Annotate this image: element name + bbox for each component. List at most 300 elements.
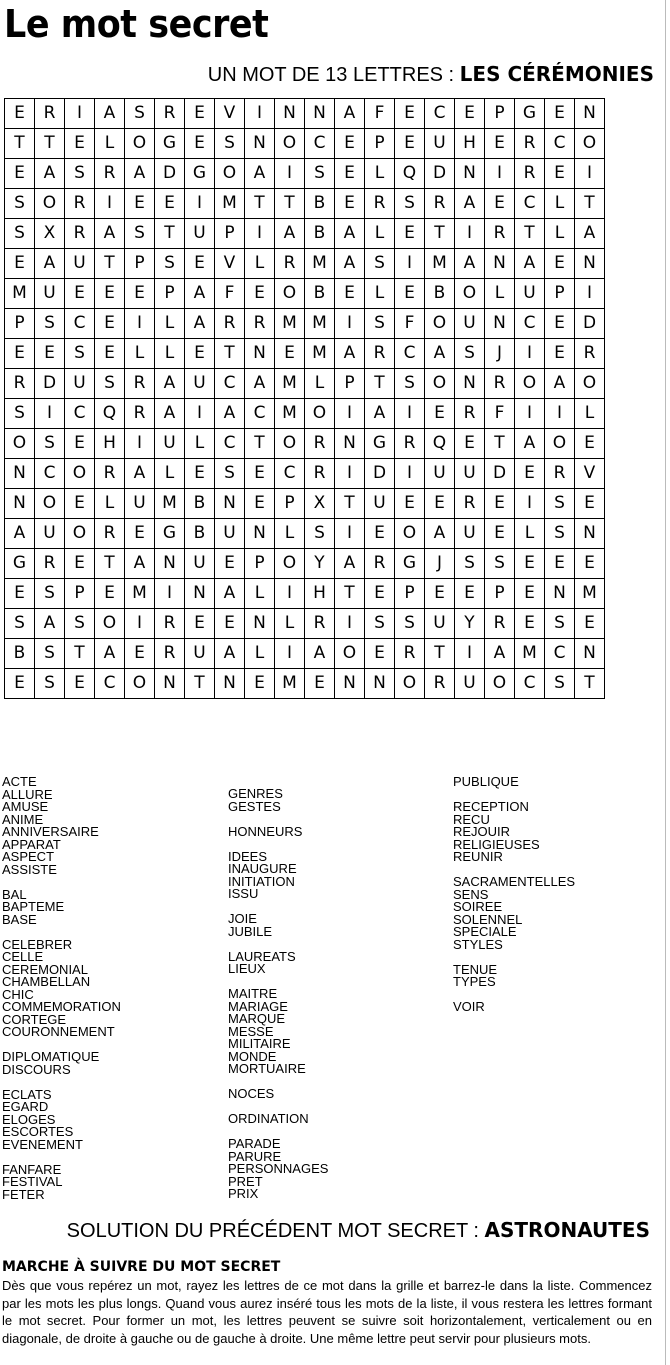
grid-cell[interactable]: G [515, 99, 545, 129]
grid-cell[interactable]: R [125, 369, 155, 399]
grid-cell[interactable]: E [95, 309, 125, 339]
grid-cell[interactable]: E [245, 279, 275, 309]
grid-cell[interactable]: I [395, 399, 425, 429]
grid-cell[interactable]: S [215, 129, 245, 159]
grid-cell[interactable]: E [455, 99, 485, 129]
grid-cell[interactable]: E [65, 489, 95, 519]
grid-cell[interactable]: E [365, 519, 395, 549]
grid-cell[interactable]: U [515, 279, 545, 309]
grid-cell[interactable]: C [545, 129, 575, 159]
grid-cell[interactable]: O [305, 399, 335, 429]
word-list-item[interactable]: DISCOURS [2, 1061, 71, 1077]
grid-cell[interactable]: R [365, 549, 395, 579]
word-list-item[interactable]: ACTE [2, 774, 37, 789]
grid-cell[interactable]: E [65, 549, 95, 579]
grid-cell[interactable]: E [125, 279, 155, 309]
grid-cell[interactable]: C [515, 309, 545, 339]
grid-cell[interactable]: U [65, 369, 95, 399]
grid-cell[interactable]: I [155, 579, 185, 609]
word-list-item[interactable]: CHIC [2, 986, 34, 1002]
grid-cell[interactable]: E [95, 339, 125, 369]
word-list-item[interactable]: TYPES [453, 974, 496, 989]
grid-cell[interactable]: S [305, 159, 335, 189]
word-list-item[interactable]: CELEBRER [2, 936, 73, 952]
grid-cell[interactable]: E [185, 339, 215, 369]
grid-cell[interactable]: T [485, 429, 515, 459]
grid-cell[interactable]: I [335, 459, 365, 489]
grid-cell[interactable]: T [95, 249, 125, 279]
grid-cell[interactable]: A [245, 369, 275, 399]
grid-cell[interactable]: A [95, 639, 125, 669]
grid-cell[interactable]: A [35, 249, 65, 279]
grid-cell[interactable]: R [365, 189, 395, 219]
grid-cell[interactable]: R [95, 459, 125, 489]
word-list-item[interactable]: MESSE [228, 1023, 274, 1039]
grid-cell[interactable]: A [335, 99, 365, 129]
grid-cell[interactable]: S [455, 549, 485, 579]
grid-cell[interactable]: T [5, 129, 35, 159]
grid-cell[interactable]: I [245, 99, 275, 129]
grid-cell[interactable]: I [125, 429, 155, 459]
grid-cell[interactable]: N [245, 339, 275, 369]
word-list-item[interactable]: ECLATS [2, 1086, 52, 1102]
grid-cell[interactable]: N [305, 99, 335, 129]
word-list-item[interactable]: STYLES [453, 936, 503, 952]
grid-cell[interactable]: S [5, 399, 35, 429]
grid-cell[interactable]: S [545, 609, 575, 639]
word-list-item[interactable]: PRIX [228, 1186, 259, 1201]
grid-cell[interactable]: E [515, 459, 545, 489]
word-list-item[interactable]: ANIME [2, 811, 44, 827]
grid-cell[interactable]: B [305, 189, 335, 219]
grid-cell[interactable]: L [155, 339, 185, 369]
word-list-item[interactable]: JOIE [228, 911, 257, 926]
grid-cell[interactable]: C [65, 309, 95, 339]
grid-cell[interactable]: L [545, 219, 575, 249]
grid-cell[interactable]: S [485, 549, 515, 579]
grid-cell[interactable]: D [155, 159, 185, 189]
grid-cell[interactable]: A [125, 459, 155, 489]
grid-cell[interactable]: S [365, 249, 395, 279]
grid-cell[interactable]: S [395, 609, 425, 639]
grid-cell[interactable]: M [305, 309, 335, 339]
grid-cell[interactable]: S [545, 669, 575, 699]
grid-cell[interactable]: S [35, 579, 65, 609]
grid-cell[interactable]: P [215, 219, 245, 249]
grid-cell[interactable]: O [545, 429, 575, 459]
word-list-item[interactable]: ALLURE [2, 786, 53, 802]
grid-cell[interactable]: I [185, 189, 215, 219]
grid-cell[interactable]: O [35, 189, 65, 219]
grid-cell[interactable]: D [365, 459, 395, 489]
grid-cell[interactable]: L [515, 519, 545, 549]
grid-cell[interactable]: F [215, 279, 245, 309]
grid-cell[interactable]: R [485, 609, 515, 639]
word-list-item[interactable]: VOIR [453, 999, 485, 1014]
grid-cell[interactable]: I [395, 249, 425, 279]
grid-cell[interactable]: U [35, 519, 65, 549]
grid-cell[interactable]: S [65, 609, 95, 639]
grid-cell[interactable]: U [425, 609, 455, 639]
grid-cell[interactable]: D [485, 459, 515, 489]
grid-cell[interactable]: E [395, 219, 425, 249]
grid-cell[interactable]: S [35, 429, 65, 459]
grid-cell[interactable]: R [485, 369, 515, 399]
grid-cell[interactable]: J [485, 339, 515, 369]
grid-cell[interactable]: T [335, 579, 365, 609]
grid-cell[interactable]: U [35, 279, 65, 309]
grid-cell[interactable]: M [305, 249, 335, 279]
grid-cell[interactable]: O [5, 429, 35, 459]
grid-cell[interactable]: T [425, 639, 455, 669]
grid-cell[interactable]: N [185, 579, 215, 609]
grid-cell[interactable]: I [575, 159, 605, 189]
word-list-item[interactable]: CELLE [2, 949, 44, 964]
grid-cell[interactable]: R [485, 219, 515, 249]
grid-cell[interactable]: O [455, 279, 485, 309]
grid-cell[interactable]: E [5, 99, 35, 129]
grid-cell[interactable]: E [515, 609, 545, 639]
grid-cell[interactable]: I [65, 99, 95, 129]
grid-cell[interactable]: S [365, 309, 395, 339]
grid-cell[interactable]: I [515, 339, 545, 369]
grid-cell[interactable]: D [35, 369, 65, 399]
grid-cell[interactable]: R [35, 549, 65, 579]
grid-cell[interactable]: A [425, 339, 455, 369]
grid-cell[interactable]: L [275, 519, 305, 549]
grid-cell[interactable]: R [425, 189, 455, 219]
grid-cell[interactable]: N [575, 639, 605, 669]
grid-cell[interactable]: A [335, 249, 365, 279]
grid-cell[interactable]: P [395, 579, 425, 609]
grid-cell[interactable]: A [215, 639, 245, 669]
grid-cell[interactable]: G [155, 519, 185, 549]
grid-cell[interactable]: M [125, 579, 155, 609]
word-list-item[interactable]: PARURE [228, 1148, 282, 1164]
grid-cell[interactable]: I [245, 219, 275, 249]
grid-cell[interactable]: R [305, 609, 335, 639]
grid-cell[interactable]: O [275, 129, 305, 159]
grid-cell[interactable]: R [515, 159, 545, 189]
grid-cell[interactable]: T [425, 219, 455, 249]
grid-cell[interactable]: S [545, 519, 575, 549]
grid-cell[interactable]: E [185, 99, 215, 129]
grid-cell[interactable]: E [575, 609, 605, 639]
grid-cell[interactable]: T [365, 369, 395, 399]
grid-cell[interactable]: D [425, 159, 455, 189]
grid-cell[interactable]: E [425, 489, 455, 519]
grid-cell[interactable]: T [575, 669, 605, 699]
grid-cell[interactable]: E [365, 579, 395, 609]
grid-cell[interactable]: A [185, 309, 215, 339]
grid-cell[interactable]: E [5, 669, 35, 699]
grid-cell[interactable]: F [395, 309, 425, 339]
grid-cell[interactable]: T [155, 219, 185, 249]
grid-cell[interactable]: R [275, 249, 305, 279]
word-list-item[interactable]: HONNEURS [228, 823, 303, 839]
grid-cell[interactable]: S [395, 369, 425, 399]
grid-cell[interactable]: P [485, 579, 515, 609]
grid-cell[interactable]: E [185, 249, 215, 279]
word-list-item[interactable]: CEREMONIAL [2, 961, 88, 977]
grid-cell[interactable]: A [185, 279, 215, 309]
grid-cell[interactable]: C [395, 339, 425, 369]
word-list-item[interactable]: LIEUX [228, 961, 266, 976]
grid-cell[interactable]: B [425, 279, 455, 309]
grid-cell[interactable]: N [215, 489, 245, 519]
grid-cell[interactable]: L [155, 309, 185, 339]
grid-cell[interactable]: O [125, 669, 155, 699]
word-list-item[interactable]: COURONNEMENT [2, 1024, 115, 1039]
grid-cell[interactable]: E [125, 639, 155, 669]
grid-cell[interactable]: S [65, 159, 95, 189]
grid-cell[interactable]: N [155, 669, 185, 699]
grid-cell[interactable]: S [305, 519, 335, 549]
grid-cell[interactable]: A [425, 519, 455, 549]
grid-cell[interactable]: U [155, 429, 185, 459]
grid-cell[interactable]: O [575, 129, 605, 159]
word-list-item[interactable]: ESCORTES [2, 1124, 74, 1139]
grid-cell[interactable]: P [155, 279, 185, 309]
grid-cell[interactable]: A [335, 339, 365, 369]
grid-cell[interactable]: N [245, 129, 275, 159]
grid-cell[interactable]: A [455, 189, 485, 219]
grid-cell[interactable]: E [185, 129, 215, 159]
grid-cell[interactable]: E [65, 129, 95, 159]
grid-cell[interactable]: V [215, 249, 245, 279]
grid-cell[interactable]: X [35, 219, 65, 249]
grid-cell[interactable]: E [515, 579, 545, 609]
grid-cell[interactable]: R [455, 489, 485, 519]
grid-cell[interactable]: H [455, 129, 485, 159]
grid-cell[interactable]: R [575, 339, 605, 369]
grid-cell[interactable]: M [275, 309, 305, 339]
grid-cell[interactable]: C [545, 639, 575, 669]
grid-cell[interactable]: N [275, 99, 305, 129]
grid-cell[interactable]: O [95, 609, 125, 639]
grid-cell[interactable]: E [365, 639, 395, 669]
grid-cell[interactable]: I [455, 219, 485, 249]
grid-cell[interactable]: G [5, 549, 35, 579]
grid-cell[interactable]: L [95, 129, 125, 159]
grid-cell[interactable]: E [155, 189, 185, 219]
grid-cell[interactable]: A [95, 99, 125, 129]
grid-cell[interactable]: N [545, 579, 575, 609]
word-list-item[interactable]: CORTEGE [2, 1011, 67, 1027]
word-list-item[interactable]: MILITAIRE [228, 1036, 291, 1051]
grid-cell[interactable]: R [365, 339, 395, 369]
grid-cell[interactable]: O [125, 129, 155, 159]
word-list-item[interactable]: RELIGIEUSES [453, 836, 540, 852]
word-list-item[interactable]: CHAMBELLAN [2, 974, 91, 989]
grid-cell[interactable]: P [485, 99, 515, 129]
grid-cell[interactable]: A [455, 249, 485, 279]
grid-cell[interactable]: N [155, 549, 185, 579]
grid-cell[interactable]: U [65, 249, 95, 279]
word-list-item[interactable]: BASE [2, 911, 37, 927]
grid-cell[interactable]: E [395, 489, 425, 519]
grid-cell[interactable]: T [245, 429, 275, 459]
grid-cell[interactable]: U [185, 369, 215, 399]
word-list-item[interactable]: MAITRE [228, 986, 278, 1001]
grid-cell[interactable]: S [125, 99, 155, 129]
grid-cell[interactable]: A [575, 219, 605, 249]
grid-cell[interactable]: R [155, 99, 185, 129]
grid-cell[interactable]: L [125, 339, 155, 369]
grid-cell[interactable]: N [365, 669, 395, 699]
word-list-item[interactable]: ANNIVERSAIRE [2, 824, 99, 839]
grid-cell[interactable]: S [35, 639, 65, 669]
grid-cell[interactable]: O [335, 639, 365, 669]
grid-cell[interactable]: N [485, 249, 515, 279]
word-list-item[interactable]: RECU [453, 811, 490, 827]
grid-cell[interactable]: M [515, 639, 545, 669]
grid-cell[interactable]: B [185, 489, 215, 519]
grid-cell[interactable]: I [125, 609, 155, 639]
word-list-item[interactable]: GENRES [228, 786, 283, 801]
grid-cell[interactable]: R [395, 639, 425, 669]
grid-cell[interactable]: A [275, 219, 305, 249]
word-list-item[interactable]: PARADE [228, 1136, 281, 1151]
grid-cell[interactable]: E [215, 549, 245, 579]
grid-cell[interactable]: U [185, 219, 215, 249]
grid-cell[interactable]: E [65, 429, 95, 459]
word-list-item[interactable]: GESTES [228, 798, 281, 814]
grid-cell[interactable]: V [575, 459, 605, 489]
grid-cell[interactable]: E [545, 159, 575, 189]
grid-cell[interactable]: E [245, 669, 275, 699]
word-list-item[interactable]: LAUREATS [228, 948, 296, 964]
grid-cell[interactable]: E [245, 459, 275, 489]
grid-cell[interactable]: E [95, 579, 125, 609]
grid-cell[interactable]: R [455, 399, 485, 429]
grid-cell[interactable]: L [545, 189, 575, 219]
grid-cell[interactable]: B [305, 219, 335, 249]
grid-cell[interactable]: S [5, 609, 35, 639]
grid-cell[interactable]: U [425, 459, 455, 489]
grid-cell[interactable]: R [95, 519, 125, 549]
grid-cell[interactable]: E [545, 99, 575, 129]
grid-cell[interactable]: T [575, 189, 605, 219]
grid-cell[interactable]: M [275, 399, 305, 429]
grid-cell[interactable]: E [545, 249, 575, 279]
grid-cell[interactable]: S [215, 459, 245, 489]
grid-cell[interactable]: E [485, 519, 515, 549]
grid-cell[interactable]: O [425, 309, 455, 339]
grid-cell[interactable]: I [275, 159, 305, 189]
grid-cell[interactable]: I [545, 399, 575, 429]
grid-cell[interactable]: S [65, 339, 95, 369]
word-list-item[interactable]: APPARAT [2, 836, 61, 852]
grid-cell[interactable]: L [95, 489, 125, 519]
grid-cell[interactable]: E [35, 339, 65, 369]
grid-cell[interactable]: S [155, 249, 185, 279]
grid-cell[interactable]: E [485, 189, 515, 219]
grid-cell[interactable]: A [335, 219, 365, 249]
grid-cell[interactable]: R [5, 369, 35, 399]
word-list-item[interactable]: PUBLIQUE [453, 774, 519, 789]
word-list-item[interactable]: DIPLOMATIQUE [2, 1049, 100, 1064]
grid-cell[interactable]: U [455, 669, 485, 699]
grid-cell[interactable]: S [455, 339, 485, 369]
grid-cell[interactable]: M [305, 339, 335, 369]
word-list-item[interactable]: SOIREE [453, 899, 503, 914]
grid-cell[interactable]: L [365, 279, 395, 309]
grid-cell[interactable]: E [5, 249, 35, 279]
word-list-item[interactable]: PERSONNAGES [228, 1161, 329, 1176]
word-list-item[interactable]: INITIATION [228, 873, 295, 889]
grid-cell[interactable]: E [275, 339, 305, 369]
grid-cell[interactable]: C [65, 399, 95, 429]
grid-cell[interactable]: A [35, 609, 65, 639]
grid-cell[interactable]: R [545, 459, 575, 489]
grid-cell[interactable]: U [365, 489, 395, 519]
grid-cell[interactable]: A [515, 249, 545, 279]
grid-cell[interactable]: U [455, 519, 485, 549]
grid-cell[interactable]: N [245, 519, 275, 549]
word-list-item[interactable]: SACRAMENTELLES [453, 874, 576, 889]
grid-cell[interactable]: R [155, 639, 185, 669]
grid-cell[interactable]: J [425, 549, 455, 579]
grid-cell[interactable]: S [95, 369, 125, 399]
grid-cell[interactable]: P [125, 249, 155, 279]
word-list-item[interactable]: REUNIR [453, 849, 503, 864]
grid-cell[interactable]: C [95, 669, 125, 699]
grid-cell[interactable]: C [245, 399, 275, 429]
grid-cell[interactable]: S [125, 219, 155, 249]
grid-cell[interactable]: D [575, 309, 605, 339]
grid-cell[interactable]: B [305, 279, 335, 309]
grid-cell[interactable]: M [575, 579, 605, 609]
grid-cell[interactable]: E [335, 189, 365, 219]
grid-cell[interactable]: R [395, 429, 425, 459]
grid-cell[interactable]: S [5, 189, 35, 219]
grid-cell[interactable]: A [155, 399, 185, 429]
grid-cell[interactable]: A [515, 429, 545, 459]
grid-cell[interactable]: I [95, 189, 125, 219]
grid-cell[interactable]: E [335, 279, 365, 309]
grid-cell[interactable]: L [245, 579, 275, 609]
grid-cell[interactable]: E [545, 309, 575, 339]
grid-cell[interactable]: Y [305, 549, 335, 579]
grid-cell[interactable]: E [65, 279, 95, 309]
grid-cell[interactable]: E [455, 579, 485, 609]
grid-cell[interactable]: G [365, 429, 395, 459]
grid-cell[interactable]: H [95, 429, 125, 459]
grid-cell[interactable]: R [95, 159, 125, 189]
grid-cell[interactable]: T [335, 489, 365, 519]
grid-cell[interactable]: R [215, 309, 245, 339]
grid-cell[interactable]: M [215, 189, 245, 219]
grid-cell[interactable]: M [275, 669, 305, 699]
grid-cell[interactable]: A [125, 549, 155, 579]
grid-cell[interactable]: R [35, 99, 65, 129]
grid-cell[interactable]: O [215, 159, 245, 189]
grid-cell[interactable]: E [125, 519, 155, 549]
word-list-item[interactable]: COMMEMORATION [2, 999, 121, 1014]
grid-cell[interactable]: S [545, 489, 575, 519]
word-list-item[interactable]: ELOGES [2, 1111, 56, 1127]
grid-cell[interactable]: X [305, 489, 335, 519]
grid-cell[interactable]: N [215, 669, 245, 699]
grid-cell[interactable]: L [245, 639, 275, 669]
grid-cell[interactable]: A [215, 579, 245, 609]
grid-cell[interactable]: P [545, 279, 575, 309]
grid-cell[interactable]: P [335, 369, 365, 399]
grid-cell[interactable]: O [395, 669, 425, 699]
grid-cell[interactable]: I [335, 399, 365, 429]
grid-cell[interactable]: N [455, 369, 485, 399]
